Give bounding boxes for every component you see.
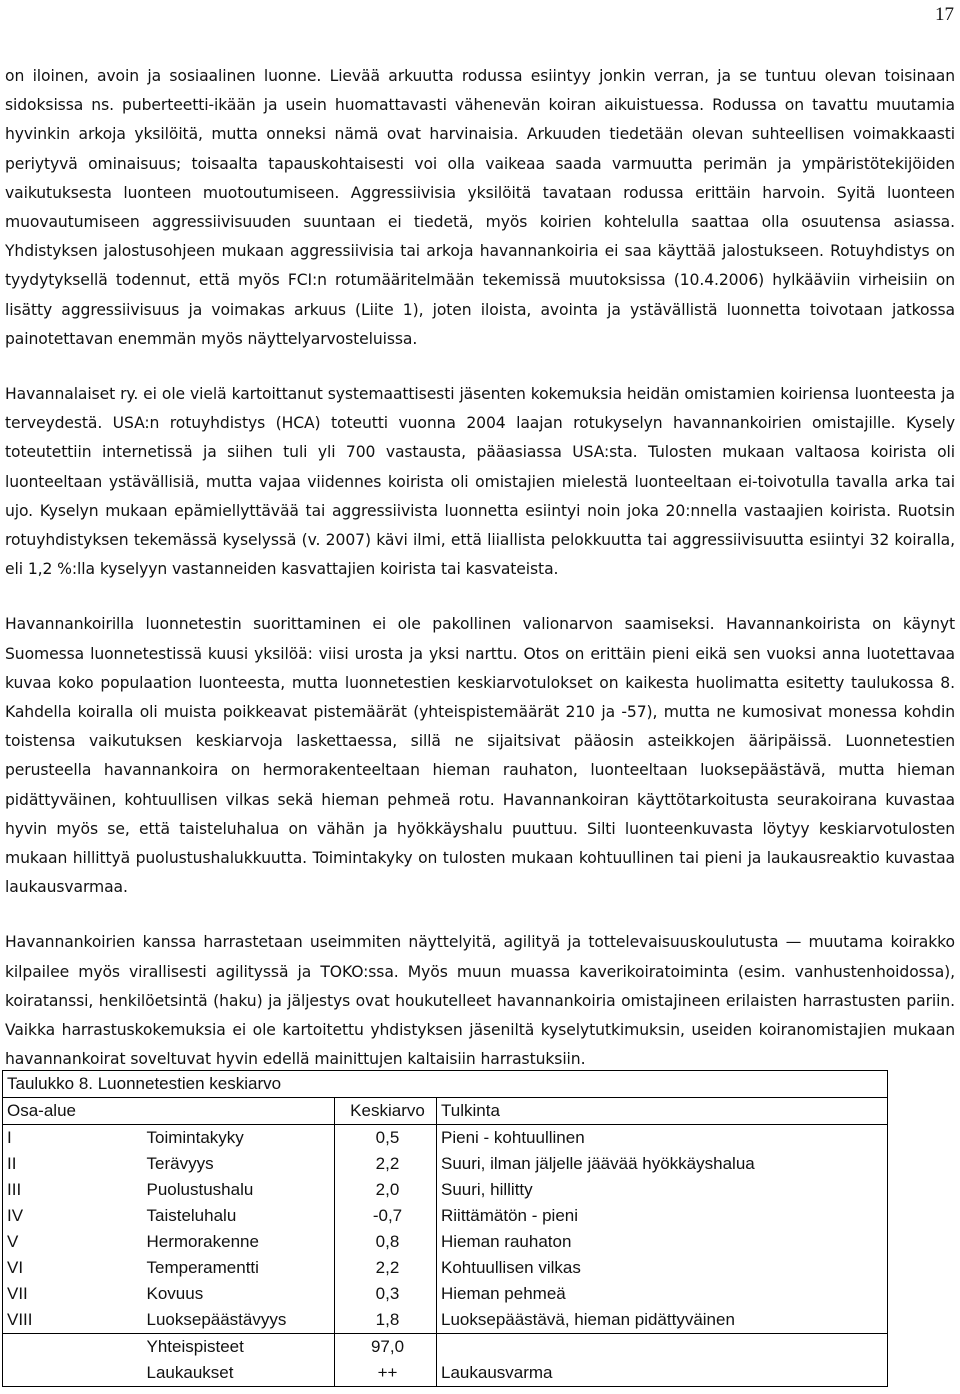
table-row (3, 1255, 888, 1281)
row-roman: VII (7, 1284, 28, 1303)
row-roman: III (7, 1180, 22, 1199)
row-interpretation: Hieman pehmeä (441, 1284, 566, 1303)
table-caption: Taulukko 8. Luonnetestien keskiarvo (3, 1071, 888, 1098)
table-row (3, 1125, 888, 1152)
summary-labels (143, 1334, 335, 1387)
table-caption-row (3, 1071, 888, 1098)
row-average: 2,0 (335, 1177, 437, 1203)
table-8 (2, 1070, 887, 1387)
table-row (3, 1177, 888, 1203)
row-average: 0,8 (335, 1229, 437, 1255)
row-name: Taisteluhalu (146, 1206, 237, 1225)
row-interpretation: Riittämätön - pieni (441, 1206, 579, 1225)
row-name: Kovuus (146, 1284, 204, 1303)
row-roman: II (7, 1154, 17, 1173)
shots-interpretation: Laukausvarma (441, 1363, 553, 1382)
row-average: 2,2 (335, 1255, 437, 1281)
row-average: 0,5 (335, 1125, 437, 1152)
row-name: Toimintakyky (146, 1128, 244, 1147)
row-interpretation: Luoksepäästävä, hieman pidättyväinen (441, 1310, 735, 1329)
paragraph-survey: Havannalaiset ry. ei ole vielä kartoittanut systemaattisesti jäsenten kokemuksia heidän omistamien koiriensa luonteesta ja terveydestä. USA:n rotuyhdistys (HCA) toteutti vuonna 2004 laajan rotukyselyn havannankoirien omistajille. Kysely toteutettiin internetissä ja siihen tuli yli 700 vastausta, pääasiassa USA:sta. Tulosten mukaan valtaosa koirista oli luonteeltaan ystävällisiä, mutta vajaa viidennes koirista oli omistajien mielestä luonteeltaan ei-toivotulla tavalla arka tai ujo. Kyselyn mukaan epämiellyttävää tai aggressiivista luonnetta esiintyi noin joka 20:nnella vastaajien koirista. Ruotsin rotuyhdistyksen tekemässä kyselyssä (v. 2007) kävi ilmi, että liiallista pelokkuutta tai aggressiivisuutta esiintyi 32 koiralla, eli 1,2 %:lla kyselyyn vastanneiden kasvattajien koirista tai kasvateista. (5, 385, 955, 579)
row-roman: V (7, 1232, 19, 1251)
row-roman: IV (7, 1206, 24, 1225)
row-interpretation: Suuri, ilman jäljelle jäävää hyökkäyshalua (441, 1154, 755, 1173)
table-row (3, 1281, 888, 1307)
summary-blank (3, 1334, 143, 1387)
header-average: Keskiarvo (335, 1098, 437, 1125)
row-average: 1,8 (335, 1307, 437, 1334)
table-row (3, 1203, 888, 1229)
table-row (3, 1307, 888, 1334)
row-roman: I (7, 1128, 12, 1147)
page-number: 17 (935, 4, 954, 25)
row-average: 0,3 (335, 1281, 437, 1307)
row-roman: VIII (7, 1310, 33, 1329)
summary-values (335, 1334, 437, 1387)
row-name: Luoksepäästävyys (146, 1310, 287, 1329)
row-interpretation: Pieni - kohtuullinen (441, 1128, 585, 1147)
body-text (5, 62, 955, 1101)
total-value: 97,0 (370, 1337, 405, 1356)
table-header-row (3, 1098, 888, 1125)
row-roman: VI (7, 1258, 24, 1277)
character-test-table (2, 1070, 888, 1387)
table-summary-row (3, 1334, 888, 1387)
shots-label: Laukaukset (146, 1363, 234, 1382)
paragraph-hobbies: Havannankoirien kanssa harrastetaan useimmiten näyttelyitä, agilityä ja tottelevaisuuskoulutusta — muutama koirakko kilpailee myös virallisesti agilityssä ja TOKO:ssa. Myös muun muassa kaverikoiratoiminta (esim. vanhustenhoidossa), koiratanssi, henkilöetsintä (haku) ja jäljestys ovat houkutelleet havannankoiria omistajineen erilaisten harrastusten pariin. Vaikka harrastuskokemuksia ei ole kartoitettu yhdistyksen jäseniltä kyselytutkimuksin, useiden koiranomistajien mukaan havannankoirat soveltuvat hyvin edellä mainittujen kaltaisiin harrastuksiin. (5, 933, 955, 1069)
row-interpretation: Hieman rauhaton (441, 1232, 572, 1251)
paragraph-temperament: on iloinen, avoin ja sosiaalinen luonne. Lievää arkuutta rodussa esiintyy jonkin verran, ja se tuntuu olevan toisinaan sidoksissa ns. puberteetti-ikään ja usein huomattavasti vähenevän koiran aikuistuessa. Rodussa on tavattu muutamia hyvinkin arkoja yksilöitä, mutta onneksi nämä ovat harvinaisia. Arkuuden tiedetään olevan suhteellisen voimakkaasti periytyvä ominaisuus; toisaalta tapauskohtaisesti voi olla vaikeaa saada varmuutta perimän ja ympäristötekijöiden vaikutuksesta luonteen muotoutumiseen. Aggressiivisia yksilöitä tavataan rodussa erittäin harvoin. Syitä luonteen muovautumiseen aggressiivisuuden suuntaan ei tiedetä, myös koirien kohtelulla saattaa olla osuutensa asiassa. Yhdistyksen jalostusohjeen mukaan aggressiivisia tai arkoja havannankoiria ei saa käyttää jalostukseen. Rotuyhdistys on tyydytyksellä todennut, että myös FCI:n rotumääritelmään tekemissä muutoksissa (10.4.2006) hylkääviin virheisiin on lisätty aggressiivisuus ja voimakas arkuus (Liite 1), joten iloista, avointa ja ystävällistä luonnetta toivotaan jatkossa painotettavan enemmän myös näyttelyarvosteluissa. (5, 67, 955, 348)
table-row (3, 1229, 888, 1255)
row-interpretation: Kohtuullisen vilkas (441, 1258, 581, 1277)
row-name: Terävyys (146, 1154, 214, 1173)
row-interpretation: Suuri, hillitty (441, 1180, 533, 1199)
row-name: Puolustushalu (146, 1180, 254, 1199)
header-area: Osa-alue (3, 1098, 335, 1125)
row-name: Temperamentti (146, 1258, 259, 1277)
row-name: Hermorakenne (146, 1232, 259, 1251)
row-average: 2,2 (335, 1151, 437, 1177)
header-interpretation: Tulkinta (437, 1098, 888, 1125)
paragraph-character-test: Havannankoirilla luonnetestin suorittaminen ei ole pakollinen valionarvon saamiseksi. Havannankoirista on käynyt Suomessa luonnetestissä kuusi yksilöä: viisi urosta ja yksi narttu. Otos on erittäin pieni eikä sen vuoksi anna luotettavaa kuvaa koko populaation luonteesta, mutta luonnetestien keskiarvotulokset on kaikesta huolimatta esitetty taulukossa 8. Kahdella koiralla oli muista poikkeavat pistemäärät (yhteispistemäärät 210 ja -57), mutta ne kumosivat monessa kohdin toistensa vaikutuksen keskiarvoja laskettaessa, sillä ne sijaitsivat pääosin asteikkojen ääripäissä. Luonnetestien perusteella havannankoira on hermorakenteeltaan hieman rauhaton, luonteeltaan luoksepäästävä, mutta hieman pidättyväinen, kohtuullisen vilkas sekä hieman pehmeä rotu. Havannankoiran käyttötarkoitusta seurakoirana kuvastaa hyvin myös se, että taisteluhalua on vähän ja hyökkäyshalu puuttuu. Silti luonteenkuvasta löytyy keskiarvotulosten mukaan hillittyä puolustushalukkuutta. Toimintakyky on tulosten mukaan kohtuullinen tai pieni ja laukausreaktio kuvastaa laukausvarmaa. (5, 615, 955, 897)
table-row (3, 1151, 888, 1177)
total-label: Yhteispisteet (146, 1337, 244, 1356)
row-average: -0,7 (335, 1203, 437, 1229)
summary-interpretation (437, 1334, 888, 1387)
shots-value: ++ (377, 1363, 398, 1382)
